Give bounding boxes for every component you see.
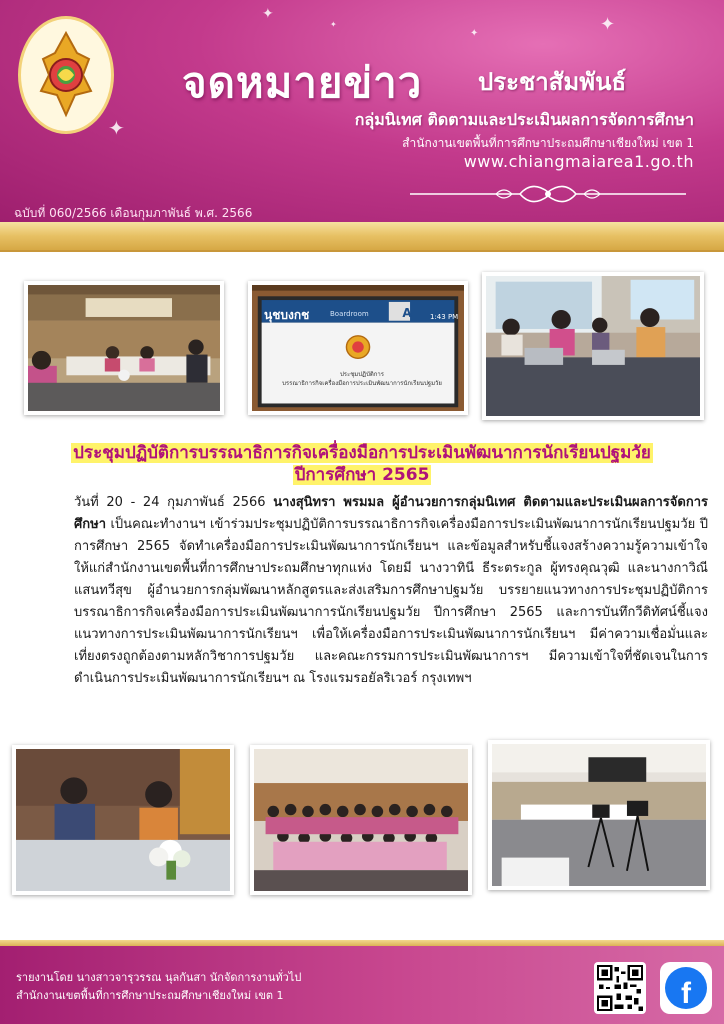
obec-logo xyxy=(18,16,114,134)
photo-speakers xyxy=(12,745,234,895)
photo-presentation-screen xyxy=(248,281,468,415)
screen-letter: A xyxy=(402,306,412,320)
issue-number: ฉบับที่ 060/2566 เดือนกุมภาพันธ์ พ.ศ. 2566 xyxy=(14,206,253,220)
article-headline xyxy=(20,442,704,486)
headline-line-2: ปีการศึกษา 2565 xyxy=(294,465,430,485)
ornament-divider-icon xyxy=(400,178,696,212)
photo-panel-table xyxy=(482,272,704,420)
screen-time: 1:43 PM xyxy=(430,313,459,321)
article-person: นางสุนิทรา พรมมล ผู้อำนวยการกลุ่มนิเทศ ติดตามและประเมินผลการจัดการศึกษา xyxy=(74,495,708,532)
article-body xyxy=(18,492,708,690)
screen-caption-2: บรรณาธิการกิจเครื่องมือการประเมินพัฒนาการนักเรียนปฐมวัย xyxy=(282,380,442,387)
sparkle-icon: ✦ xyxy=(470,28,479,39)
facebook-glyph: f xyxy=(665,967,707,1009)
gold-band xyxy=(0,222,724,252)
newsletter-header xyxy=(0,0,724,222)
screen-room: Boardroom xyxy=(330,310,369,318)
facebook-icon[interactable] xyxy=(660,962,712,1014)
sparkle-icon: ✦ xyxy=(108,116,125,140)
photo-group xyxy=(250,745,472,895)
photo-meeting-room xyxy=(24,281,224,415)
headline-line-1: ประชุมปฏิบัติการบรรณาธิการกิจเครื่องมือการประเมินพัฒนาการนักเรียนปฐมวัย xyxy=(73,443,651,463)
office-name: สำนักงานเขตพื้นที่การศึกษาประถมศึกษาเชียงใหม่ เขต 1 xyxy=(402,136,694,150)
newsletter-title: จดหมายข่าว xyxy=(182,58,423,107)
sparkle-icon: ✦ xyxy=(330,20,337,29)
sparkle-icon: ✦ xyxy=(600,14,616,35)
screen-brand: นุชบงกช xyxy=(264,308,310,322)
logo-emblem-icon xyxy=(31,29,101,121)
article-paragraph: เป็นคณะทำงานฯ เข้าร่วมประชุมปฏิบัติการบรรณาธิการกิจเครื่องมือการประเมินพัฒนาการนักเรียนปฐมวัย ปีการศึกษา 2565 จัดทำเครื่องมือการประเมินพัฒนาการนักเรียนฯ และข้อมูลสำหรับชี้แจงสร้างความรู้ความเข้าใจให้แก่สำนักงานเขตพื้นที่การศึกษาประถมศึกษาทุกแห่ง โดยมี นางวาทินี ธีระตระกูล ผู้ทรงคุณวุฒิ และนางกาวิณี แสนทวีสุข ผู้อำนวยการกลุ่มพัฒนาหลักสูตรและส่งเสริมการศึกษาปฐมวัย บรรยายแนวทางการประชุมปฏิบัติการบรรณาธิการกิจเครื่องมือการประเมินพัฒนาการนักเรียนปฐมวัย ปีการศึกษา 2565 และการบันทึกวีดิทัศน์ชี้แจงแนวทางการประเมินพัฒนาการนักเรียนฯ เพื่อให้เครื่องมือการประเมินพัฒนาการนักเรียนฯ มีค่าความเชื่อมั่นและเที่ยงตรงถูกต้องตามหลักวิชาการปฐมวัย และคณะกรรมการประเมินพัฒนาการฯ มีความเข้าใจที่ชัดเจนในการดำเนินการประเมินพัฒนาการนักเรียนฯ ณ โรงแรมรอยัลริเวอร์ กรุงเทพฯ xyxy=(74,517,708,686)
screen-caption-1: ประชุมปฏิบัติการ xyxy=(339,371,385,378)
photo-video-recording xyxy=(488,740,710,890)
qr-code-icon[interactable] xyxy=(594,962,646,1014)
website-link[interactable]: www.chiangmaiarea1.go.th xyxy=(463,152,694,171)
article-date: วันที่ 20 - 24 กุมภาพันธ์ 2566 xyxy=(74,495,274,510)
reporter-credit: รายงานโดย นางสาวจารุวรรณ นุลกันสา นักจัดการงานทั่วไป xyxy=(16,971,302,984)
sparkle-icon: ✦ xyxy=(262,6,274,22)
department-name: กลุ่มนิเทศ ติดตามและประเมินผลการจัดการศึกษา xyxy=(354,110,694,129)
newsletter-subtitle: ประชาสัมพันธ์ xyxy=(478,68,627,96)
reporter-office: สำนักงานเขตพื้นที่การศึกษาประถมศึกษาเชียงใหม่ เขต 1 xyxy=(16,989,284,1002)
